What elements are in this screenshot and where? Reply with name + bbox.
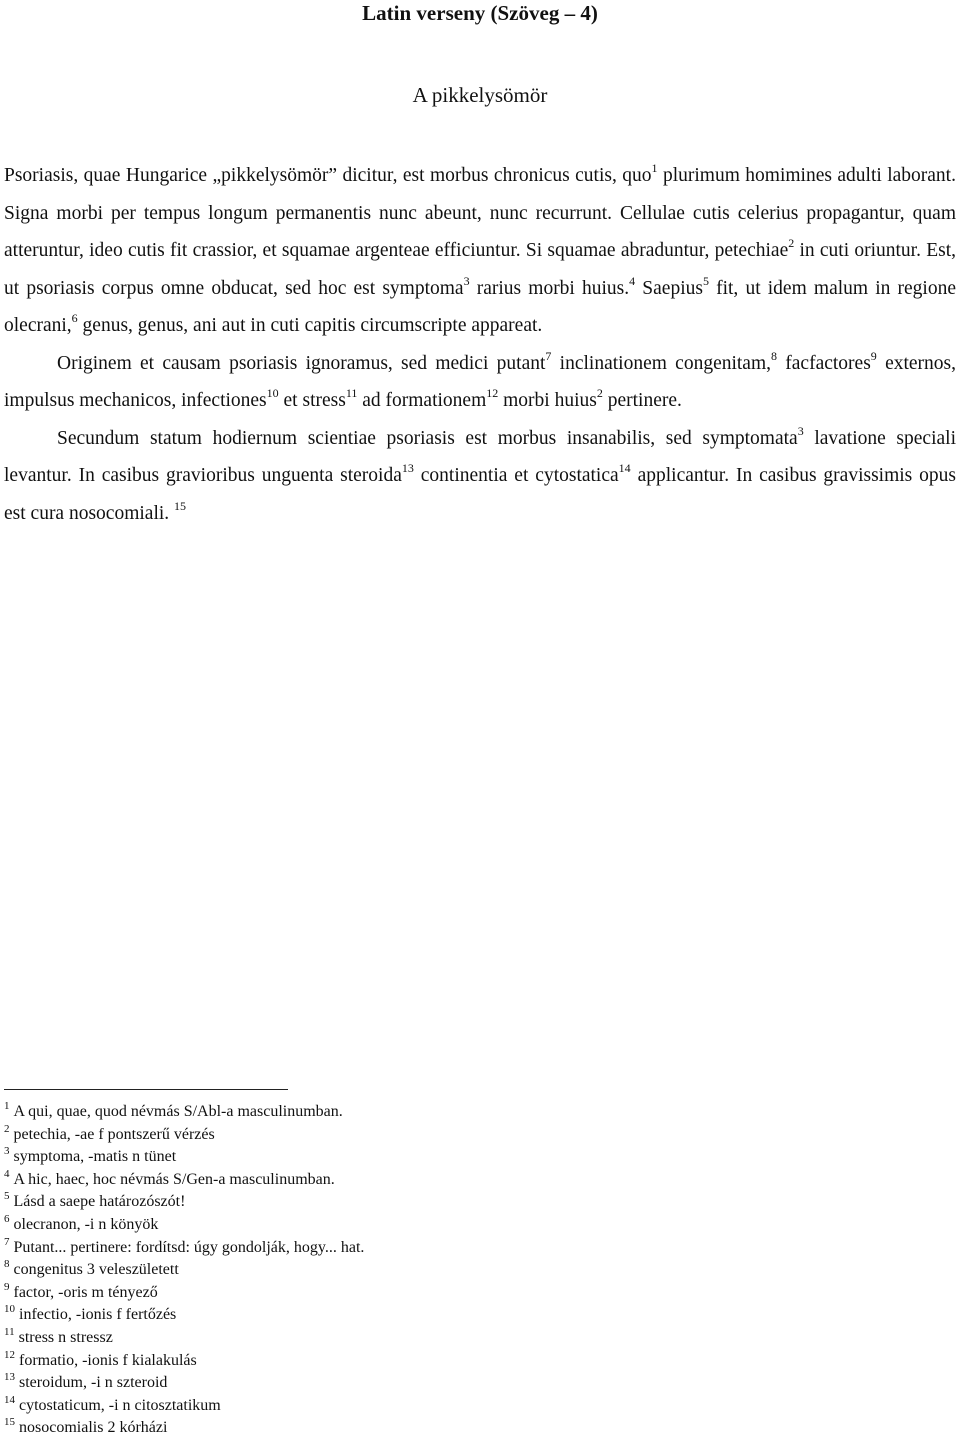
footnote xyxy=(4,1169,904,1192)
footnote-text: A hic, haec, hoc névmás S/Gen-a masculinumban. xyxy=(13,1170,335,1188)
text-run: fit, ut idem malum in regione olecrani, xyxy=(4,277,956,336)
footnote-reference: 14 xyxy=(618,461,631,475)
footnote-reference: 8 xyxy=(771,348,778,363)
footnote-number: 3 xyxy=(4,1145,10,1158)
footnote-reference: 5 xyxy=(702,273,709,288)
footnote-number: 15 xyxy=(4,1416,15,1429)
footnote-reference: 11 xyxy=(345,386,358,400)
footnote-reference: 1 xyxy=(651,161,658,175)
text-run: plurimum homimines adulti laborant. Signa morbi per tempus longum permanentis nunc abeunt, nunc recurrunt. Cellulae cutis celerius propagantur, quam atteruntur, ideo cutis fit crassior, et squamae argenteae efficiuntur. Si squamae abraduntur, petechiae xyxy=(4,165,956,261)
text-run: morbi huius xyxy=(498,390,597,411)
footnote xyxy=(4,1101,904,1124)
footnote xyxy=(4,1214,904,1237)
footnote-number: 1 xyxy=(4,1100,10,1112)
text-run: Saepius xyxy=(635,277,703,299)
footnote xyxy=(4,1327,904,1350)
footnote-number: 2 xyxy=(4,1122,10,1135)
footnote-reference: 13 xyxy=(401,461,414,475)
footnote-number: 13 xyxy=(4,1371,15,1384)
footnote-text: stress n stressz xyxy=(18,1328,113,1346)
text-run: rarius morbi huius. xyxy=(469,277,630,299)
text-run: Psoriasis, quae Hungarice „pikkelysömör” dicitur, est morbus chronicus cutis, quo xyxy=(4,165,652,186)
footnote-number: 10 xyxy=(4,1303,15,1316)
footnote xyxy=(4,1350,904,1373)
footnote-reference: 9 xyxy=(870,348,877,363)
text-run: in cuti oriuntur. Est, ut psoriasis corpus omne obducat, sed hoc est symptoma xyxy=(4,240,957,299)
footnote-number: 8 xyxy=(4,1258,10,1271)
footnote-reference: 12 xyxy=(486,386,499,400)
footnote-text: A qui, quae, quod névmás S/Abl-a masculinumban. xyxy=(13,1103,343,1120)
footnote-number: 11 xyxy=(4,1325,15,1338)
paragraph xyxy=(4,345,956,420)
footnote-reference: 7 xyxy=(545,348,552,363)
text-run: externos, impulsus mechanicos, infectiones xyxy=(4,352,956,411)
footnote-reference: 10 xyxy=(266,386,279,400)
footnote xyxy=(4,1146,904,1169)
text-run: Secundum statum hodiernum scientiae psoriasis est morbus insanabilis, sed symptomata xyxy=(57,427,798,449)
footnote-text: Putant... pertinere: fordítsd: úgy gondolják, hogy... hat. xyxy=(13,1238,365,1256)
text-run: lavatione speciali levantur. In casibus gravioribus unguenta steroida xyxy=(4,427,956,486)
footnote xyxy=(4,1259,904,1282)
footnote-reference: 2 xyxy=(788,236,795,250)
footnote xyxy=(4,1304,904,1327)
footnote-text: petechia, -ae f pontszerű vérzés xyxy=(13,1125,215,1143)
footnote-reference: 3 xyxy=(463,273,470,288)
footnote-number: 6 xyxy=(4,1212,10,1225)
footnote-reference: 3 xyxy=(797,423,804,438)
text-run: inclinationem congenitam, xyxy=(551,352,772,374)
footnote-text: symptoma, -matis n tünet xyxy=(13,1148,177,1166)
footnote-number: 9 xyxy=(4,1280,10,1293)
footnote-text: formatio, -ionis f kialakulás xyxy=(19,1351,197,1369)
footnote-number: 14 xyxy=(4,1393,15,1406)
footnote xyxy=(4,1395,904,1418)
body-text xyxy=(4,157,956,532)
text-run: et stress xyxy=(278,390,346,411)
footnote-text: infectio, -ionis f fertőzés xyxy=(19,1306,177,1324)
text-run: ad formationem xyxy=(357,390,487,411)
footnote-text: cytostaticum, -i n citosztatikum xyxy=(19,1396,221,1414)
text-run: facfactores xyxy=(777,352,871,374)
footnote-text: steroidum, -i n szteroid xyxy=(19,1374,168,1392)
footnote xyxy=(4,1282,904,1305)
footnotes xyxy=(4,1101,904,1440)
footnote-reference: 6 xyxy=(71,311,78,325)
text-run: genus, genus, ani aut in cuti capitis circumscripte appareat. xyxy=(77,315,543,336)
footnote-number: 4 xyxy=(4,1167,10,1180)
page-subtitle: A pikkelysömör xyxy=(412,83,548,107)
footnote-text: olecranon, -i n könyök xyxy=(13,1215,159,1233)
text-run: Originem et causam psoriasis ignoramus, sed medici putant xyxy=(57,352,546,374)
footnote xyxy=(4,1191,904,1214)
paragraph xyxy=(4,420,956,533)
text-run: continentia et cytostatica xyxy=(413,465,619,486)
footnote-reference: 4 xyxy=(629,273,636,288)
footnote xyxy=(4,1124,904,1147)
footnote-text: factor, -oris m tényező xyxy=(13,1283,158,1301)
footnote-number: 7 xyxy=(4,1235,10,1248)
footnote xyxy=(4,1417,904,1440)
footnote xyxy=(4,1237,904,1260)
paragraph xyxy=(4,157,956,345)
footnote-reference: 2 xyxy=(596,386,603,400)
footnote xyxy=(4,1372,904,1395)
page-title: Latin verseny (Szöveg – 4) xyxy=(362,1,598,25)
footnote-text: congenitus 3 veleszületett xyxy=(13,1261,179,1279)
footnote-reference: 15 xyxy=(174,498,187,513)
footnote-number: 5 xyxy=(4,1190,10,1203)
text-run: applicantur. In casibus gravissimis opus est cura nosocomiali. xyxy=(4,465,957,524)
footnote-text: Lásd a saepe határozószót! xyxy=(13,1193,186,1211)
footnote-divider xyxy=(4,1089,288,1090)
footnote-number: 12 xyxy=(4,1348,15,1361)
footnote-text: nosocomialis 2 kórházi xyxy=(19,1419,168,1437)
text-run: pertinere. xyxy=(602,390,682,411)
